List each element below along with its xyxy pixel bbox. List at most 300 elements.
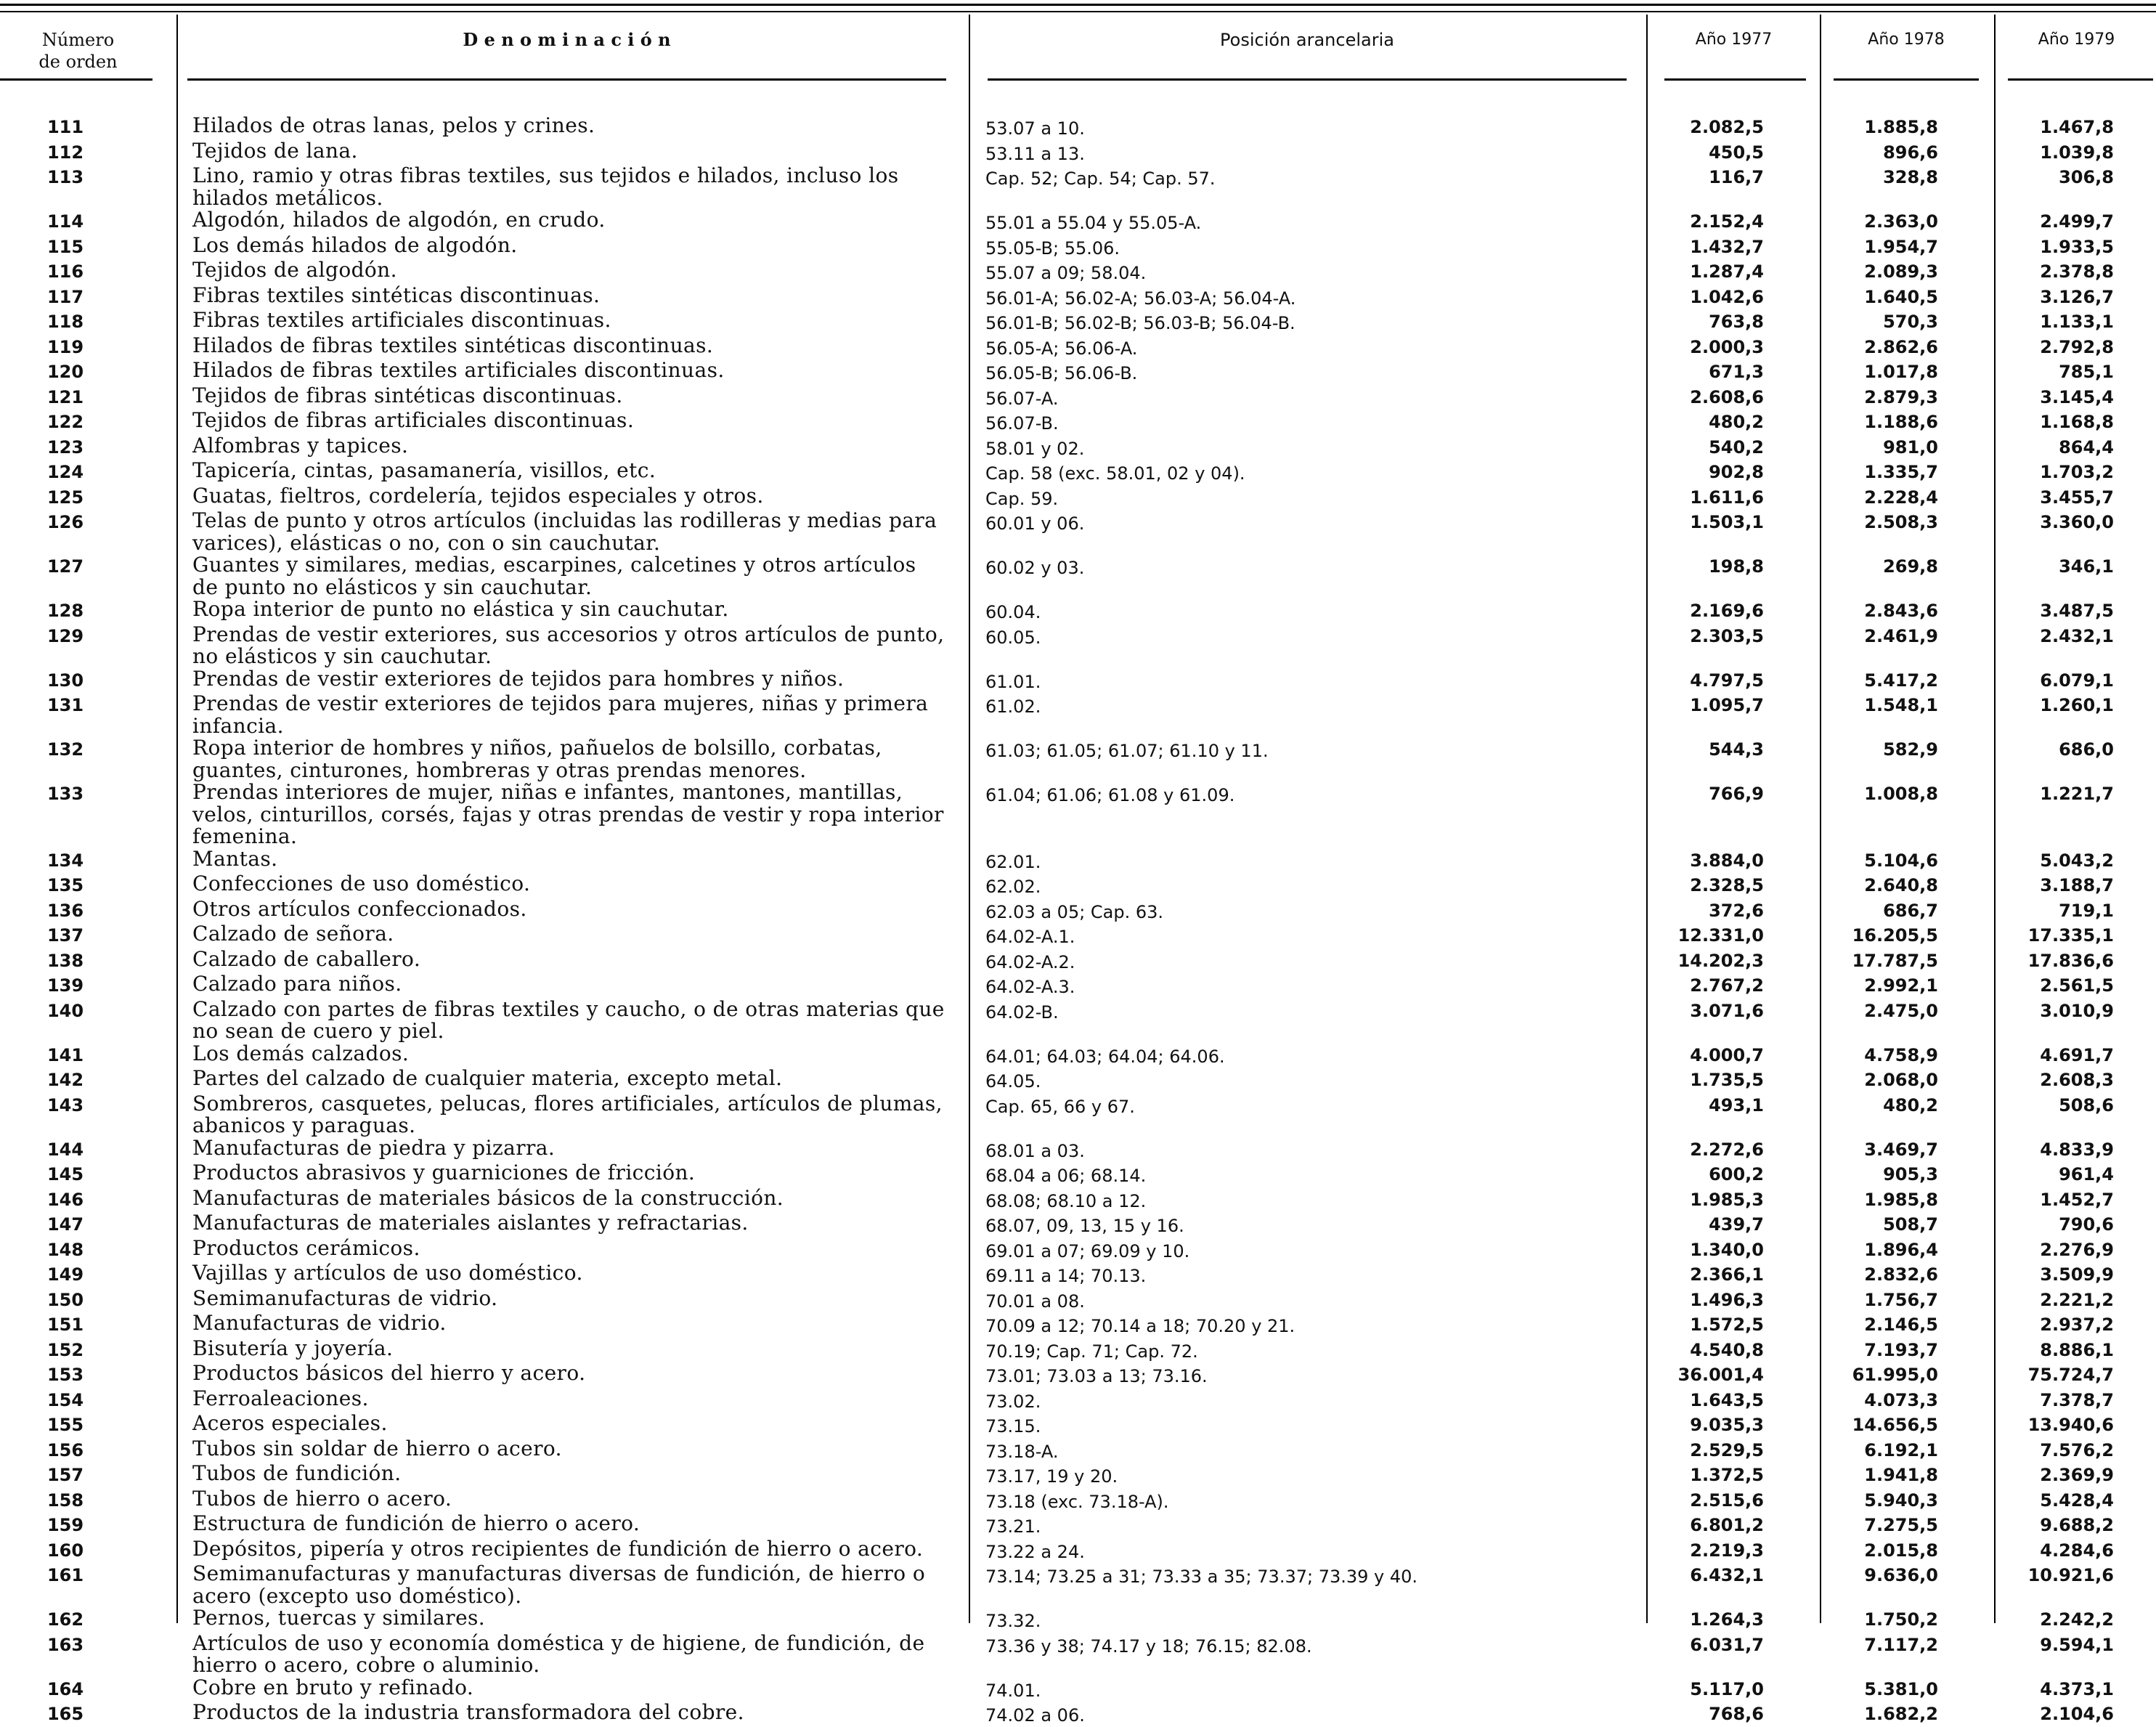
row-value-1978: 2.879,3 bbox=[1864, 386, 1938, 407]
table-row bbox=[0, 1338, 2156, 1363]
header-numero-line1: Número bbox=[41, 30, 115, 50]
top-rule-thin bbox=[0, 11, 2156, 12]
row-denominacion: Prendas de vestir exteriores de tejidos para hombres y niños. bbox=[192, 666, 845, 691]
row-denominacion: Ropa interior de punto no elástica y sin cauchutar. bbox=[192, 597, 729, 621]
row-number: 152 bbox=[46, 1339, 84, 1360]
row-denominacion: Productos básicos del hierro y acero. bbox=[192, 1361, 586, 1385]
row-number: 145 bbox=[46, 1164, 84, 1184]
row-denominacion: Calzado de señora. bbox=[192, 922, 394, 946]
table-row bbox=[0, 460, 2156, 485]
row-posicion-arancelaria: 62.03 a 05; Cap. 63. bbox=[985, 901, 1164, 922]
row-value-1979: 961,4 bbox=[2059, 1164, 2114, 1184]
row-posicion-arancelaria: 70.19; Cap. 71; Cap. 72. bbox=[985, 1341, 1198, 1362]
row-value-1977: 6.432,1 bbox=[1690, 1565, 1764, 1585]
row-value-1978: 1.885,8 bbox=[1864, 117, 1938, 137]
row-value-1978: 2.461,9 bbox=[1864, 625, 1938, 646]
table-row bbox=[0, 335, 2156, 360]
table-row bbox=[0, 781, 2156, 848]
row-number: 123 bbox=[46, 436, 84, 458]
row-number: 163 bbox=[46, 1634, 84, 1655]
row-value-1979: 1.221,7 bbox=[2040, 784, 2114, 804]
row-denominacion: Ferroaleaciones. bbox=[192, 1386, 369, 1410]
row-value-1978: 2.068,0 bbox=[1864, 1070, 1938, 1090]
row-value-1977: 14.202,3 bbox=[1677, 950, 1764, 971]
row-value-1977: 2.219,3 bbox=[1690, 1540, 1764, 1561]
table-row bbox=[0, 1285, 2156, 1313]
row-denominacion: Cobre en bruto y refinado. bbox=[192, 1675, 474, 1699]
row-value-1979: 1.133,1 bbox=[2040, 312, 2114, 332]
row-posicion-arancelaria: 73.18 (exc. 73.18-A). bbox=[985, 1491, 1169, 1512]
row-value-1977: 1.042,6 bbox=[1690, 286, 1764, 307]
table-row bbox=[0, 554, 2156, 598]
table-row bbox=[0, 232, 2156, 260]
row-value-1977: 372,6 bbox=[1709, 900, 1764, 921]
row-denominacion: Tejidos de fibras sintéticas discontinuas. bbox=[192, 383, 623, 407]
row-value-1978: 1.750,2 bbox=[1864, 1609, 1938, 1630]
row-value-1979: 2.104,6 bbox=[2040, 1704, 2114, 1724]
row-denominacion: Calzado de caballero. bbox=[192, 946, 421, 971]
table-row bbox=[0, 1212, 2156, 1238]
row-value-1977: 2.366,1 bbox=[1690, 1264, 1764, 1285]
row-denominacion: Artículos de uso y economía doméstica y de higiene, de fundición, de hierro o acero, cobre o aluminio. bbox=[192, 1630, 925, 1677]
row-posicion-arancelaria: 73.36 y 38; 74.17 y 18; 76.15; 82.08. bbox=[985, 1635, 1312, 1657]
row-posicion-arancelaria: 64.01; 64.03; 64.04; 64.06. bbox=[985, 1046, 1225, 1067]
row-value-1978: 61.995,0 bbox=[1852, 1365, 1938, 1385]
row-value-1977: 2.000,3 bbox=[1690, 336, 1764, 357]
row-posicion-arancelaria: 69.11 a 14; 70.13. bbox=[985, 1266, 1147, 1286]
row-value-1977: 198,8 bbox=[1709, 556, 1764, 577]
table-row bbox=[0, 898, 2156, 924]
row-number: 135 bbox=[46, 875, 84, 895]
table-row bbox=[0, 165, 2156, 209]
table-row bbox=[0, 1538, 2156, 1564]
table-row bbox=[0, 1262, 2156, 1288]
header-rule bbox=[988, 78, 1627, 81]
row-value-1979: 6.079,1 bbox=[2040, 670, 2114, 691]
row-value-1978: 16.205,5 bbox=[1852, 925, 1938, 946]
row-denominacion: Otros artículos confeccionados. bbox=[192, 896, 527, 921]
row-value-1979: 7.378,7 bbox=[2040, 1389, 2114, 1410]
row-value-1978: 4.758,9 bbox=[1864, 1044, 1938, 1065]
row-value-1978: 1.335,7 bbox=[1864, 462, 1938, 482]
row-posicion-arancelaria: 53.11 a 13. bbox=[985, 143, 1085, 164]
row-value-1979: 3.126,7 bbox=[2040, 286, 2114, 307]
row-value-1977: 4.540,8 bbox=[1690, 1339, 1764, 1360]
row-value-1977: 2.608,6 bbox=[1690, 386, 1764, 407]
row-posicion-arancelaria: 73.21. bbox=[985, 1516, 1041, 1537]
row-value-1979: 785,1 bbox=[2059, 362, 2114, 382]
table-row bbox=[0, 1677, 2156, 1702]
row-value-1977: 6.801,2 bbox=[1690, 1515, 1764, 1535]
row-posicion-arancelaria: 55.07 a 09; 58.04. bbox=[985, 263, 1147, 283]
row-value-1977: 1.503,1 bbox=[1690, 512, 1764, 532]
row-value-1977: 493,1 bbox=[1709, 1094, 1764, 1116]
table-row bbox=[0, 435, 2156, 460]
row-value-1979: 1.933,5 bbox=[2040, 236, 2114, 257]
row-posicion-arancelaria: 61.03; 61.05; 61.07; 61.10 y 11. bbox=[985, 741, 1269, 761]
row-number: 121 bbox=[46, 386, 84, 407]
row-value-1979: 4.691,7 bbox=[2040, 1044, 2114, 1065]
row-number: 138 bbox=[46, 950, 84, 971]
row-value-1979: 7.576,2 bbox=[2040, 1439, 2114, 1460]
row-denominacion: Tejidos de lana. bbox=[192, 138, 358, 163]
row-posicion-arancelaria: 73.15. bbox=[985, 1416, 1041, 1437]
header-rule bbox=[1834, 78, 1979, 81]
row-value-1978: 1.548,1 bbox=[1864, 695, 1938, 715]
row-value-1979: 9.594,1 bbox=[2040, 1634, 2114, 1655]
row-posicion-arancelaria: 56.07-A. bbox=[985, 388, 1059, 409]
row-posicion-arancelaria: 64.02-A.1. bbox=[985, 927, 1075, 947]
row-posicion-arancelaria: Cap. 58 (exc. 58.01, 02 y 04). bbox=[985, 463, 1245, 484]
row-value-1979: 3.360,0 bbox=[2040, 512, 2114, 532]
table-row bbox=[0, 1513, 2156, 1538]
row-value-1979: 1.452,7 bbox=[2040, 1189, 2114, 1210]
row-denominacion: Prendas de vestir exteriores de tejidos para mujeres, niñas y primera infancia. bbox=[192, 691, 929, 738]
row-posicion-arancelaria: 73.01; 73.03 a 13; 73.16. bbox=[985, 1366, 1208, 1386]
row-value-1977: 766,9 bbox=[1709, 784, 1764, 804]
row-number: 147 bbox=[46, 1214, 84, 1235]
row-posicion-arancelaria: 68.01 a 03. bbox=[985, 1140, 1085, 1161]
row-posicion-arancelaria: 73.22 a 24. bbox=[985, 1541, 1085, 1562]
row-value-1977: 1.264,3 bbox=[1690, 1609, 1764, 1630]
row-number: 162 bbox=[46, 1609, 84, 1630]
row-value-1977: 2.152,4 bbox=[1690, 211, 1764, 232]
row-value-1979: 17.836,6 bbox=[2027, 950, 2114, 971]
row-value-1978: 2.146,5 bbox=[1864, 1314, 1938, 1335]
row-denominacion: Hilados de fibras textiles artificiales discontinuas. bbox=[192, 358, 725, 382]
row-number: 113 bbox=[46, 167, 84, 187]
row-denominacion: Tejidos de algodón. bbox=[192, 258, 397, 282]
table-row bbox=[0, 693, 2156, 737]
table-row bbox=[0, 948, 2156, 974]
row-posicion-arancelaria: 61.02. bbox=[985, 696, 1041, 717]
row-value-1978: 896,6 bbox=[1883, 142, 1938, 163]
row-value-1977: 768,6 bbox=[1709, 1704, 1764, 1724]
row-value-1978: 9.636,0 bbox=[1864, 1565, 1938, 1585]
row-value-1979: 3.455,7 bbox=[2040, 487, 2114, 508]
row-number: 161 bbox=[46, 1565, 84, 1585]
table-row bbox=[0, 410, 2156, 435]
row-posicion-arancelaria: 73.14; 73.25 a 31; 73.33 a 35; 73.37; 73.39 y 40. bbox=[985, 1567, 1418, 1587]
row-posicion-arancelaria: 53.07 a 10. bbox=[985, 118, 1085, 139]
row-denominacion: Prendas interiores de mujer, niñas e infantes, mantones, mantillas, velos, cinturillos, corsés, fajas y otras prendas de vestir y ropa interior femenina. bbox=[192, 780, 944, 848]
row-denominacion: Partes del calzado de cualquier materia, excepto metal. bbox=[192, 1066, 783, 1090]
row-value-1978: 1.954,7 bbox=[1864, 236, 1938, 257]
row-posicion-arancelaria: 68.07, 09, 13, 15 y 16. bbox=[985, 1216, 1184, 1236]
row-value-1978: 14.656,5 bbox=[1852, 1415, 1938, 1435]
row-denominacion: Los demás hilados de algodón. bbox=[192, 232, 518, 257]
row-value-1977: 600,2 bbox=[1709, 1164, 1764, 1184]
row-denominacion: Confecciones de uso doméstico. bbox=[192, 871, 531, 895]
table-row bbox=[0, 1362, 2156, 1388]
row-denominacion: Ropa interior de hombres y niños, pañuelos de bolsillo, corbatas, guantes, cinturones, hombreras y otras prendas menores. bbox=[192, 736, 882, 782]
row-posicion-arancelaria: Cap. 59. bbox=[985, 488, 1059, 509]
table-row bbox=[0, 1235, 2156, 1263]
row-denominacion: Mantas. bbox=[192, 846, 278, 871]
row-value-1979: 9.688,2 bbox=[2040, 1515, 2114, 1535]
row-number: 153 bbox=[46, 1365, 84, 1385]
row-posicion-arancelaria: 74.01. bbox=[985, 1680, 1041, 1701]
row-number: 149 bbox=[46, 1264, 84, 1285]
header-year-1979: Año 1979 bbox=[2038, 31, 2115, 49]
row-value-1977: 2.082,5 bbox=[1690, 117, 1764, 137]
row-value-1978: 1.756,7 bbox=[1864, 1289, 1938, 1310]
row-denominacion: Tubos sin soldar de hierro o acero. bbox=[192, 1436, 562, 1460]
row-value-1977: 1.287,4 bbox=[1690, 261, 1764, 282]
row-value-1978: 7.117,2 bbox=[1864, 1634, 1938, 1655]
row-value-1978: 5.940,3 bbox=[1864, 1490, 1938, 1511]
row-value-1979: 4.833,9 bbox=[2040, 1139, 2114, 1160]
row-number: 120 bbox=[46, 362, 84, 382]
row-value-1977: 480,2 bbox=[1709, 412, 1764, 432]
row-value-1979: 2.432,1 bbox=[2040, 625, 2114, 646]
row-value-1978: 17.787,5 bbox=[1852, 950, 1938, 971]
table-row bbox=[0, 873, 2156, 898]
row-number: 117 bbox=[46, 286, 84, 307]
table-row bbox=[0, 485, 2156, 511]
row-value-1978: 508,7 bbox=[1883, 1214, 1938, 1235]
table-row bbox=[0, 1630, 2156, 1677]
row-denominacion: Calzado con partes de fibras textiles y caucho, o de otras materias que no sean de cuero y piel. bbox=[192, 996, 945, 1043]
row-posicion-arancelaria: 73.17, 19 y 20. bbox=[985, 1466, 1118, 1487]
row-value-1978: 2.843,6 bbox=[1864, 601, 1938, 621]
row-value-1977: 2.767,2 bbox=[1690, 975, 1764, 996]
row-value-1977: 439,7 bbox=[1709, 1214, 1764, 1235]
row-denominacion: Fibras textiles sintéticas discontinuas. bbox=[192, 283, 601, 307]
row-value-1978: 1.008,8 bbox=[1864, 784, 1938, 804]
row-number: 132 bbox=[46, 739, 84, 760]
row-number: 146 bbox=[46, 1189, 84, 1210]
row-posicion-arancelaria: 58.01 y 02. bbox=[985, 438, 1085, 459]
row-posicion-arancelaria: 69.01 a 07; 69.09 y 10. bbox=[985, 1240, 1190, 1261]
row-value-1977: 902,8 bbox=[1709, 462, 1764, 482]
row-posicion-arancelaria: 64.02-B. bbox=[985, 1001, 1059, 1023]
row-denominacion: Productos abrasivos y guarniciones de fricción. bbox=[192, 1161, 696, 1184]
row-value-1977: 540,2 bbox=[1709, 436, 1764, 458]
row-value-1977: 544,3 bbox=[1709, 739, 1764, 760]
row-posicion-arancelaria: 60.04. bbox=[985, 602, 1041, 622]
row-value-1978: 2.475,0 bbox=[1864, 1000, 1938, 1021]
row-value-1979: 2.608,3 bbox=[2040, 1070, 2114, 1090]
table-row bbox=[0, 359, 2156, 385]
header-rule bbox=[1664, 78, 1806, 81]
table-row bbox=[0, 1463, 2156, 1488]
row-denominacion: Pernos, tuercas y similares. bbox=[192, 1606, 486, 1630]
row-value-1977: 1.611,6 bbox=[1690, 487, 1764, 508]
row-value-1978: 5.417,2 bbox=[1864, 670, 1938, 691]
row-value-1977: 1.095,7 bbox=[1690, 695, 1764, 715]
row-value-1977: 4.000,7 bbox=[1690, 1044, 1764, 1065]
table-row bbox=[0, 996, 2156, 1043]
table-row bbox=[0, 309, 2156, 335]
row-number: 140 bbox=[46, 1000, 84, 1021]
row-denominacion: Sombreros, casquetes, pelucas, flores artificiales, artículos de plumas, abanicos y paraguas. bbox=[192, 1091, 943, 1137]
header-rule bbox=[2008, 78, 2153, 81]
table-row bbox=[0, 285, 2156, 310]
row-denominacion: Tapicería, cintas, pasamanería, visillos, etc. bbox=[192, 458, 656, 482]
row-value-1978: 2.015,8 bbox=[1864, 1540, 1938, 1561]
row-value-1978: 5.104,6 bbox=[1864, 850, 1938, 871]
row-denominacion: Depósitos, pipería y otros recipientes de fundición de hierro o acero. bbox=[192, 1536, 924, 1561]
row-value-1979: 686,0 bbox=[2059, 739, 2114, 760]
row-denominacion: Tubos de hierro o acero. bbox=[192, 1486, 452, 1511]
row-value-1977: 1.340,0 bbox=[1690, 1239, 1764, 1260]
row-posicion-arancelaria: 55.01 a 55.04 y 55.05-A. bbox=[985, 213, 1202, 233]
table-row bbox=[0, 923, 2156, 948]
row-value-1977: 3.884,0 bbox=[1690, 850, 1764, 871]
row-value-1979: 306,8 bbox=[2059, 167, 2114, 187]
table-body bbox=[0, 115, 2156, 1727]
row-value-1978: 1.640,5 bbox=[1864, 286, 1938, 307]
header-rule bbox=[0, 78, 152, 81]
header-numero-line2: de orden bbox=[38, 52, 118, 72]
row-number: 154 bbox=[46, 1389, 84, 1410]
table-row bbox=[0, 1137, 2156, 1163]
row-value-1977: 1.432,7 bbox=[1690, 236, 1764, 257]
row-posicion-arancelaria: 70.09 a 12; 70.14 a 18; 70.20 y 21. bbox=[985, 1316, 1295, 1336]
row-posicion-arancelaria: 56.05-B; 56.06-B. bbox=[985, 363, 1138, 383]
row-posicion-arancelaria: 56.01-A; 56.02-A; 56.03-A; 56.04-A. bbox=[985, 288, 1296, 309]
row-value-1979: 790,6 bbox=[2059, 1214, 2114, 1235]
row-denominacion: Prendas de vestir exteriores, sus accesorios y otros artículos de punto, no elásticos y sin cauchutar. bbox=[192, 622, 945, 668]
row-posicion-arancelaria: 73.02. bbox=[985, 1391, 1041, 1412]
row-denominacion: Alfombras y tapices. bbox=[192, 433, 409, 458]
row-posicion-arancelaria: 68.04 a 06; 68.14. bbox=[985, 1166, 1147, 1186]
row-denominacion: Productos de la industria transformadora del cobre. bbox=[192, 1700, 744, 1724]
row-value-1977: 5.117,0 bbox=[1690, 1678, 1764, 1699]
row-value-1978: 2.363,0 bbox=[1864, 211, 1938, 232]
row-value-1978: 1.896,4 bbox=[1864, 1239, 1938, 1260]
row-number: 127 bbox=[46, 556, 84, 577]
table-row bbox=[0, 1563, 2156, 1607]
row-posicion-arancelaria: 61.01. bbox=[985, 671, 1041, 692]
table-row bbox=[0, 1413, 2156, 1438]
row-value-1977: 1.572,5 bbox=[1690, 1314, 1764, 1335]
row-posicion-arancelaria: 55.05-B; 55.06. bbox=[985, 237, 1120, 259]
row-value-1978: 3.469,7 bbox=[1864, 1139, 1938, 1160]
header-posicion: Posición arancelaria bbox=[1220, 30, 1394, 50]
row-denominacion: Semimanufacturas y manufacturas diversas de fundición, de hierro o acero (excepto uso doméstico). bbox=[192, 1561, 926, 1608]
row-number: 165 bbox=[46, 1704, 84, 1724]
row-value-1979: 2.937,2 bbox=[2040, 1314, 2114, 1335]
row-posicion-arancelaria: Cap. 52; Cap. 54; Cap. 57. bbox=[985, 168, 1216, 189]
row-value-1979: 17.335,1 bbox=[2027, 925, 2114, 946]
header-denominacion: D e n o m i n a c i ó n bbox=[463, 29, 671, 50]
header-year-1978: Año 1978 bbox=[1868, 31, 1945, 49]
row-value-1979: 8.886,1 bbox=[2040, 1339, 2114, 1360]
row-denominacion: Productos cerámicos. bbox=[192, 1235, 420, 1260]
row-value-1978: 2.640,8 bbox=[1864, 875, 1938, 895]
row-value-1979: 3.188,7 bbox=[2040, 875, 2114, 895]
row-number: 118 bbox=[46, 312, 84, 332]
row-value-1978: 328,8 bbox=[1883, 167, 1938, 187]
row-number: 115 bbox=[46, 236, 84, 257]
row-denominacion: Lino, ramio y otras fibras textiles, sus tejidos e hilados, incluso los hilados metálicos. bbox=[192, 163, 899, 210]
table-row bbox=[0, 1607, 2156, 1633]
row-number: 144 bbox=[46, 1139, 84, 1160]
row-value-1979: 1.703,2 bbox=[2040, 462, 2114, 482]
row-posicion-arancelaria: 60.01 y 06. bbox=[985, 513, 1085, 534]
row-value-1977: 2.169,6 bbox=[1690, 601, 1764, 621]
row-number: 164 bbox=[46, 1678, 84, 1699]
row-value-1979: 508,6 bbox=[2059, 1094, 2114, 1116]
row-number: 143 bbox=[46, 1094, 84, 1116]
row-number: 114 bbox=[46, 211, 84, 232]
row-value-1977: 36.001,4 bbox=[1677, 1365, 1764, 1385]
row-value-1977: 1.735,5 bbox=[1690, 1070, 1764, 1090]
header-numero bbox=[0, 29, 156, 73]
row-value-1978: 2.508,3 bbox=[1864, 512, 1938, 532]
row-value-1978: 5.381,0 bbox=[1864, 1678, 1938, 1699]
row-posicion-arancelaria: 60.05. bbox=[985, 627, 1041, 648]
row-denominacion: Estructura de fundición de hierro o acero. bbox=[192, 1511, 640, 1535]
row-value-1979: 1.039,8 bbox=[2040, 142, 2114, 163]
row-value-1979: 2.221,2 bbox=[2040, 1289, 2114, 1310]
row-posicion-arancelaria: 61.04; 61.06; 61.08 y 61.09. bbox=[985, 785, 1235, 805]
row-denominacion: Manufacturas de vidrio. bbox=[192, 1311, 447, 1335]
row-number: 131 bbox=[46, 695, 84, 715]
row-value-1977: 12.331,0 bbox=[1677, 925, 1764, 946]
table-row bbox=[0, 668, 2156, 694]
row-value-1978: 269,8 bbox=[1883, 556, 1938, 577]
row-posicion-arancelaria: 70.01 a 08. bbox=[985, 1291, 1085, 1312]
table-row bbox=[0, 1312, 2156, 1338]
row-posicion-arancelaria: 64.02-A.3. bbox=[985, 977, 1075, 997]
row-value-1979: 2.242,2 bbox=[2040, 1609, 2114, 1630]
row-number: 136 bbox=[46, 900, 84, 921]
row-number: 122 bbox=[46, 412, 84, 432]
row-value-1979: 2.369,9 bbox=[2040, 1465, 2114, 1485]
row-value-1978: 1.941,8 bbox=[1864, 1465, 1938, 1485]
row-number: 133 bbox=[46, 784, 84, 804]
row-value-1979: 4.284,6 bbox=[2040, 1540, 2114, 1561]
row-posicion-arancelaria: 60.02 y 03. bbox=[985, 558, 1085, 578]
table-row bbox=[0, 1093, 2156, 1137]
row-value-1978: 2.862,6 bbox=[1864, 336, 1938, 357]
row-posicion-arancelaria: 73.32. bbox=[985, 1611, 1041, 1631]
table-row bbox=[0, 598, 2156, 624]
row-number: 156 bbox=[46, 1439, 84, 1460]
row-denominacion: Semimanufacturas de vidrio. bbox=[192, 1285, 498, 1310]
row-posicion-arancelaria: 56.07-B. bbox=[985, 413, 1059, 434]
row-denominacion: Fibras textiles artificiales discontinuas. bbox=[192, 308, 611, 332]
row-value-1979: 75.724,7 bbox=[2027, 1365, 2114, 1385]
row-number: 130 bbox=[46, 670, 84, 691]
header-year-1977: Año 1977 bbox=[1695, 31, 1773, 49]
table-row bbox=[0, 209, 2156, 235]
row-value-1979: 346,1 bbox=[2059, 556, 2114, 577]
row-value-1977: 116,7 bbox=[1709, 167, 1764, 187]
row-denominacion: Bisutería y joyería. bbox=[192, 1336, 394, 1360]
row-number: 134 bbox=[46, 850, 84, 871]
row-posicion-arancelaria: 73.18-A. bbox=[985, 1441, 1059, 1462]
row-value-1977: 3.071,6 bbox=[1690, 1000, 1764, 1021]
row-value-1979: 4.373,1 bbox=[2040, 1678, 2114, 1699]
row-value-1978: 1.188,6 bbox=[1864, 412, 1938, 432]
row-value-1979: 864,4 bbox=[2059, 436, 2114, 458]
row-value-1978: 1.682,2 bbox=[1864, 1704, 1938, 1724]
row-value-1978: 4.073,3 bbox=[1864, 1389, 1938, 1410]
row-denominacion: Algodón, hilados de algodón, en crudo. bbox=[192, 208, 606, 232]
table-row bbox=[0, 385, 2156, 410]
header-rule bbox=[187, 78, 946, 81]
row-value-1979: 3.010,9 bbox=[2040, 1000, 2114, 1021]
row-value-1979: 10.921,6 bbox=[2027, 1565, 2114, 1585]
row-value-1978: 1.985,8 bbox=[1864, 1189, 1938, 1210]
row-value-1977: 1.496,3 bbox=[1690, 1289, 1764, 1310]
table-row bbox=[0, 737, 2156, 781]
table-row bbox=[0, 848, 2156, 874]
